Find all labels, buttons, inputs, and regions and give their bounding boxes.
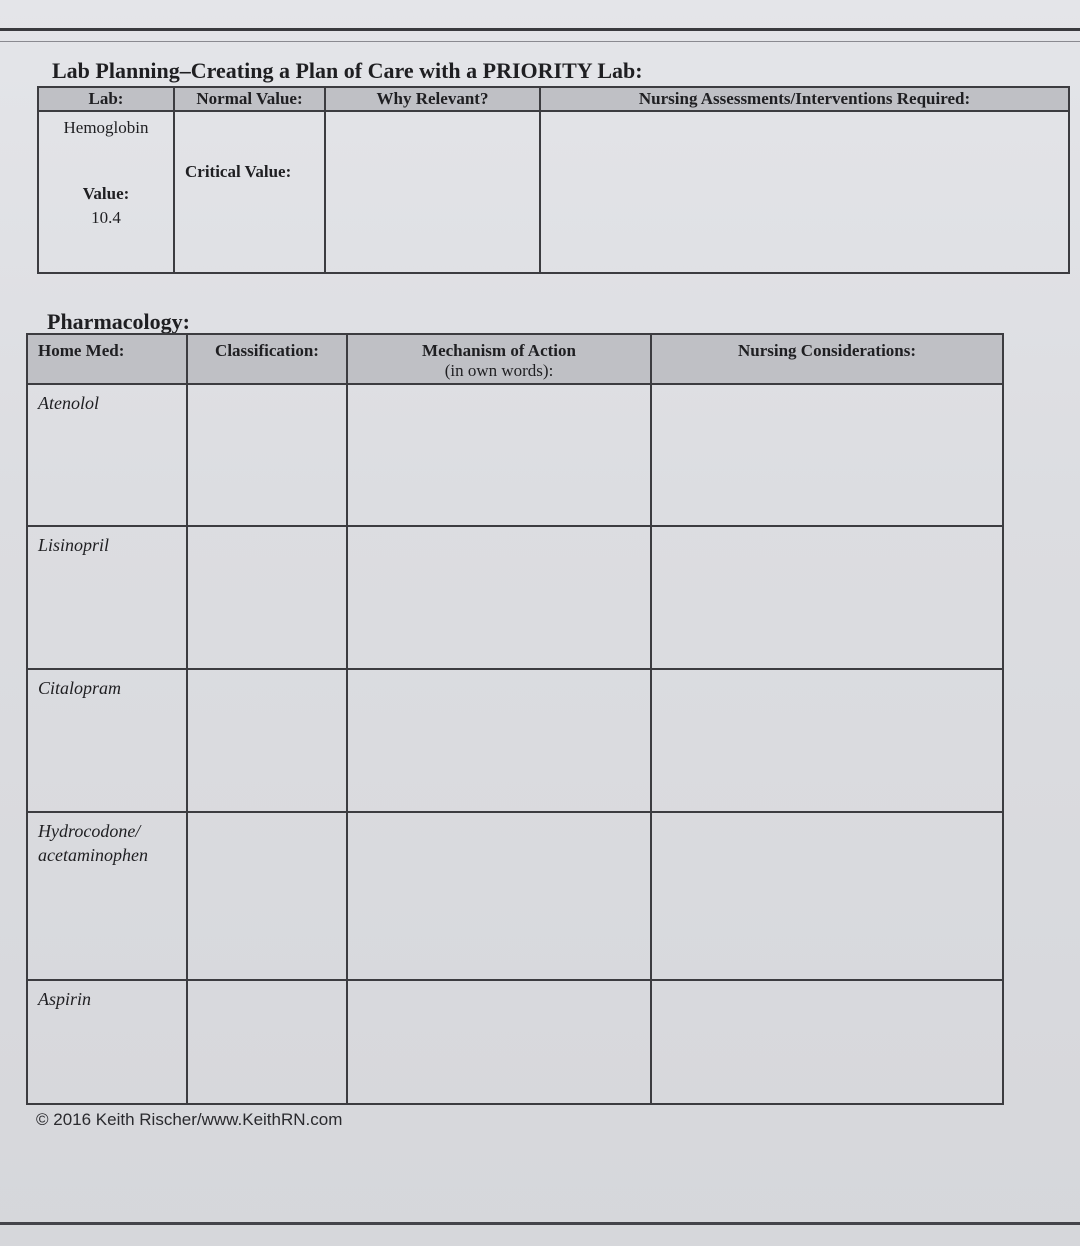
- classification-header: Classification:: [187, 334, 347, 384]
- lab-header-row: [38, 87, 1069, 111]
- nursing-considerations-cell[interactable]: [651, 812, 1003, 980]
- bottom-border: [0, 1222, 1080, 1225]
- value-label: Value:: [82, 184, 130, 203]
- lab-name: Hemoglobin: [63, 118, 149, 137]
- why-relevant-header: Why Relevant?: [325, 87, 540, 111]
- pharm-header-row: [27, 334, 1003, 384]
- mechanism-cell[interactable]: [347, 384, 651, 526]
- med-row: [27, 384, 1003, 526]
- nursing-considerations-header: Nursing Considerations:: [651, 334, 1003, 384]
- classification-cell[interactable]: [187, 812, 347, 980]
- med-row: [27, 526, 1003, 669]
- normal-value-cell[interactable]: [174, 111, 325, 273]
- classification-cell[interactable]: [187, 526, 347, 669]
- classification-cell[interactable]: [187, 384, 347, 526]
- nursing-assessments-header: Nursing Assessments/Interventions Required:: [540, 87, 1069, 111]
- lab-entry-row: [38, 111, 1069, 273]
- lab-header: Lab:: [38, 87, 174, 111]
- classification-cell[interactable]: [187, 980, 347, 1104]
- mechanism-header: [347, 334, 651, 384]
- critical-value-label: Critical Value:: [185, 162, 292, 181]
- normal-value-header: Normal Value:: [174, 87, 325, 111]
- pharmacology-title: Pharmacology:: [47, 309, 190, 334]
- nursing-considerations-cell[interactable]: [651, 526, 1003, 669]
- nursing-assessments-cell[interactable]: [540, 111, 1069, 273]
- nursing-considerations-cell[interactable]: [651, 980, 1003, 1104]
- mechanism-cell[interactable]: [347, 526, 651, 669]
- nursing-considerations-cell[interactable]: [651, 384, 1003, 526]
- med-name: Citalopram: [27, 669, 187, 812]
- mechanism-cell[interactable]: [347, 980, 651, 1104]
- nursing-considerations-cell[interactable]: [651, 669, 1003, 812]
- med-row: [27, 669, 1003, 812]
- pharmacology-table: [26, 333, 1004, 1105]
- copyright-footer: © 2016 Keith Rischer/www.KeithRN.com: [36, 1110, 343, 1129]
- classification-cell[interactable]: [187, 669, 347, 812]
- lab-value: 10.4: [91, 208, 121, 227]
- med-name: Aspirin: [27, 980, 187, 1104]
- mechanism-header-sub: (in own words):: [444, 361, 554, 380]
- med-name: Hydrocodone/ acetaminophen: [27, 812, 187, 980]
- med-name: Atenolol: [27, 384, 187, 526]
- med-name: Lisinopril: [27, 526, 187, 669]
- why-relevant-cell[interactable]: [325, 111, 540, 273]
- mechanism-header-label: Mechanism of Action: [422, 341, 576, 360]
- lab-planning-table: [37, 86, 1070, 274]
- lab-section-title: Lab Planning–Creating a Plan of Care with a PRIORITY Lab:: [52, 58, 643, 83]
- mechanism-cell[interactable]: [347, 669, 651, 812]
- mechanism-cell[interactable]: [347, 812, 651, 980]
- med-row: [27, 812, 1003, 980]
- top-border: [0, 28, 1080, 42]
- med-row: [27, 980, 1003, 1104]
- lab-cell: [38, 111, 174, 273]
- home-med-header: Home Med:: [27, 334, 187, 384]
